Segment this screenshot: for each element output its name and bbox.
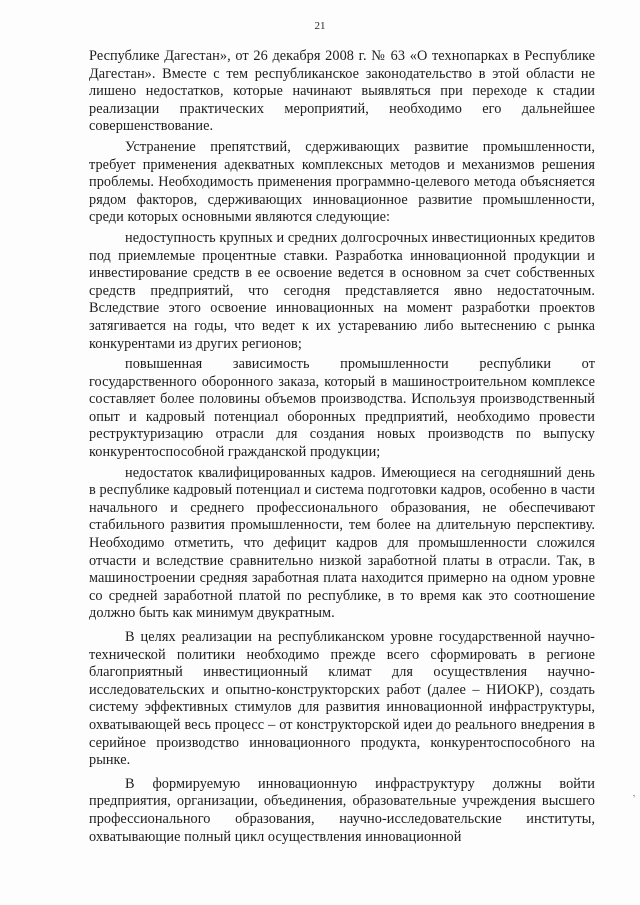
paragraph-staff-shortage: недостаток квалифицированных кадров. Имеющиеся на сегодняшний день в республике кадровый потенциал и система подготовки кадров, особенно в части начального и среднего профессионального образования, не обеспечивают стабильного развития промышленности, тем более на длительную перспективу. Необходимо отметить, что дефицит кадров для промышленности сложился отчасти и вследствие сравнительно низкой заработной платы в отрасли. Так, в машиностроении средняя заработная плата находится примерно на одном уровне со средней заработной платой по республике, в то время как это соотношение должно быть как минимум двукратным.: [89, 464, 595, 622]
paragraph-defense-dependency: повышенная зависимость промышленности республики от государственного оборонного заказа, который в машиностроительном комплексе составляет более половины объемов производства. Используя производственный опыт и кадровый потенциал оборонных предприятий, необходимо провести реструктуризацию отрасли для создания новых производств по выпуску конкурентоспособной гражданской продукции;: [89, 356, 595, 461]
margin-scan-mark: ,: [629, 787, 636, 800]
page-number: 21: [314, 20, 326, 32]
document-body: [89, 48, 595, 846]
paragraph-science-policy: В целях реализации на республиканском уровне государственной научно-технической политики необходимо прежде всего сформировать в регионе благоприятный инвестиционный климат для осуществления научно-исследовательских и опытно-конструкторских работ (далее – НИОКР), создать систему эффективных стимулов для развития инновационной инфраструктуры, охватывающей весь процесс – от конструкторской идеи до реального внедрения в серийное производство инновационного продукта, конкурентоспособного на рынке.: [89, 629, 595, 769]
paragraph-legislation: Республике Дагестан», от 26 декабря 2008 г. № 63 «О технопарках в Республике Дагестан». Вместе с тем республиканское законодательство в этой области не лишено недостатков, которые начинают выявляться при переходе к стадии реализации практических мероприятий, необходимо его дальнейшее совершенствование.: [89, 48, 595, 135]
paragraph-innovation-infrastructure: В формируемую инновационную инфраструктуру должны войти предприятия, организации, объединения, образовательные учреждения высшего профессионального образования, научно-исследовательские институты, охватывающие полный цикл осуществления инновационной: [89, 775, 595, 845]
paragraph-credit-access: недоступность крупных и средних долгосрочных инвестиционных кредитов под приемлемые процентные ставки. Разработка инновационной продукции и инвестирование средств в ее освоение ведется в основном за счет собственных средств предприятий, что сегодня представляется явно недостаточным. Вследствие этого освоение инновационных на момент разработки проектов затягивается на годы, что ведет к их устареванию либо вытеснению с рынка конкурентами из других регионов;: [89, 229, 595, 352]
paragraph-obstacles: Устранение препятствий, сдерживающих развитие промышленности, требует применения адекватных комплексных методов и механизмов решения проблемы. Необходимость применения программно-целевого метода объясняется рядом факторов, сдерживающих инновационное развитие промышленности, среди которых основными являются следующие:: [89, 138, 595, 226]
